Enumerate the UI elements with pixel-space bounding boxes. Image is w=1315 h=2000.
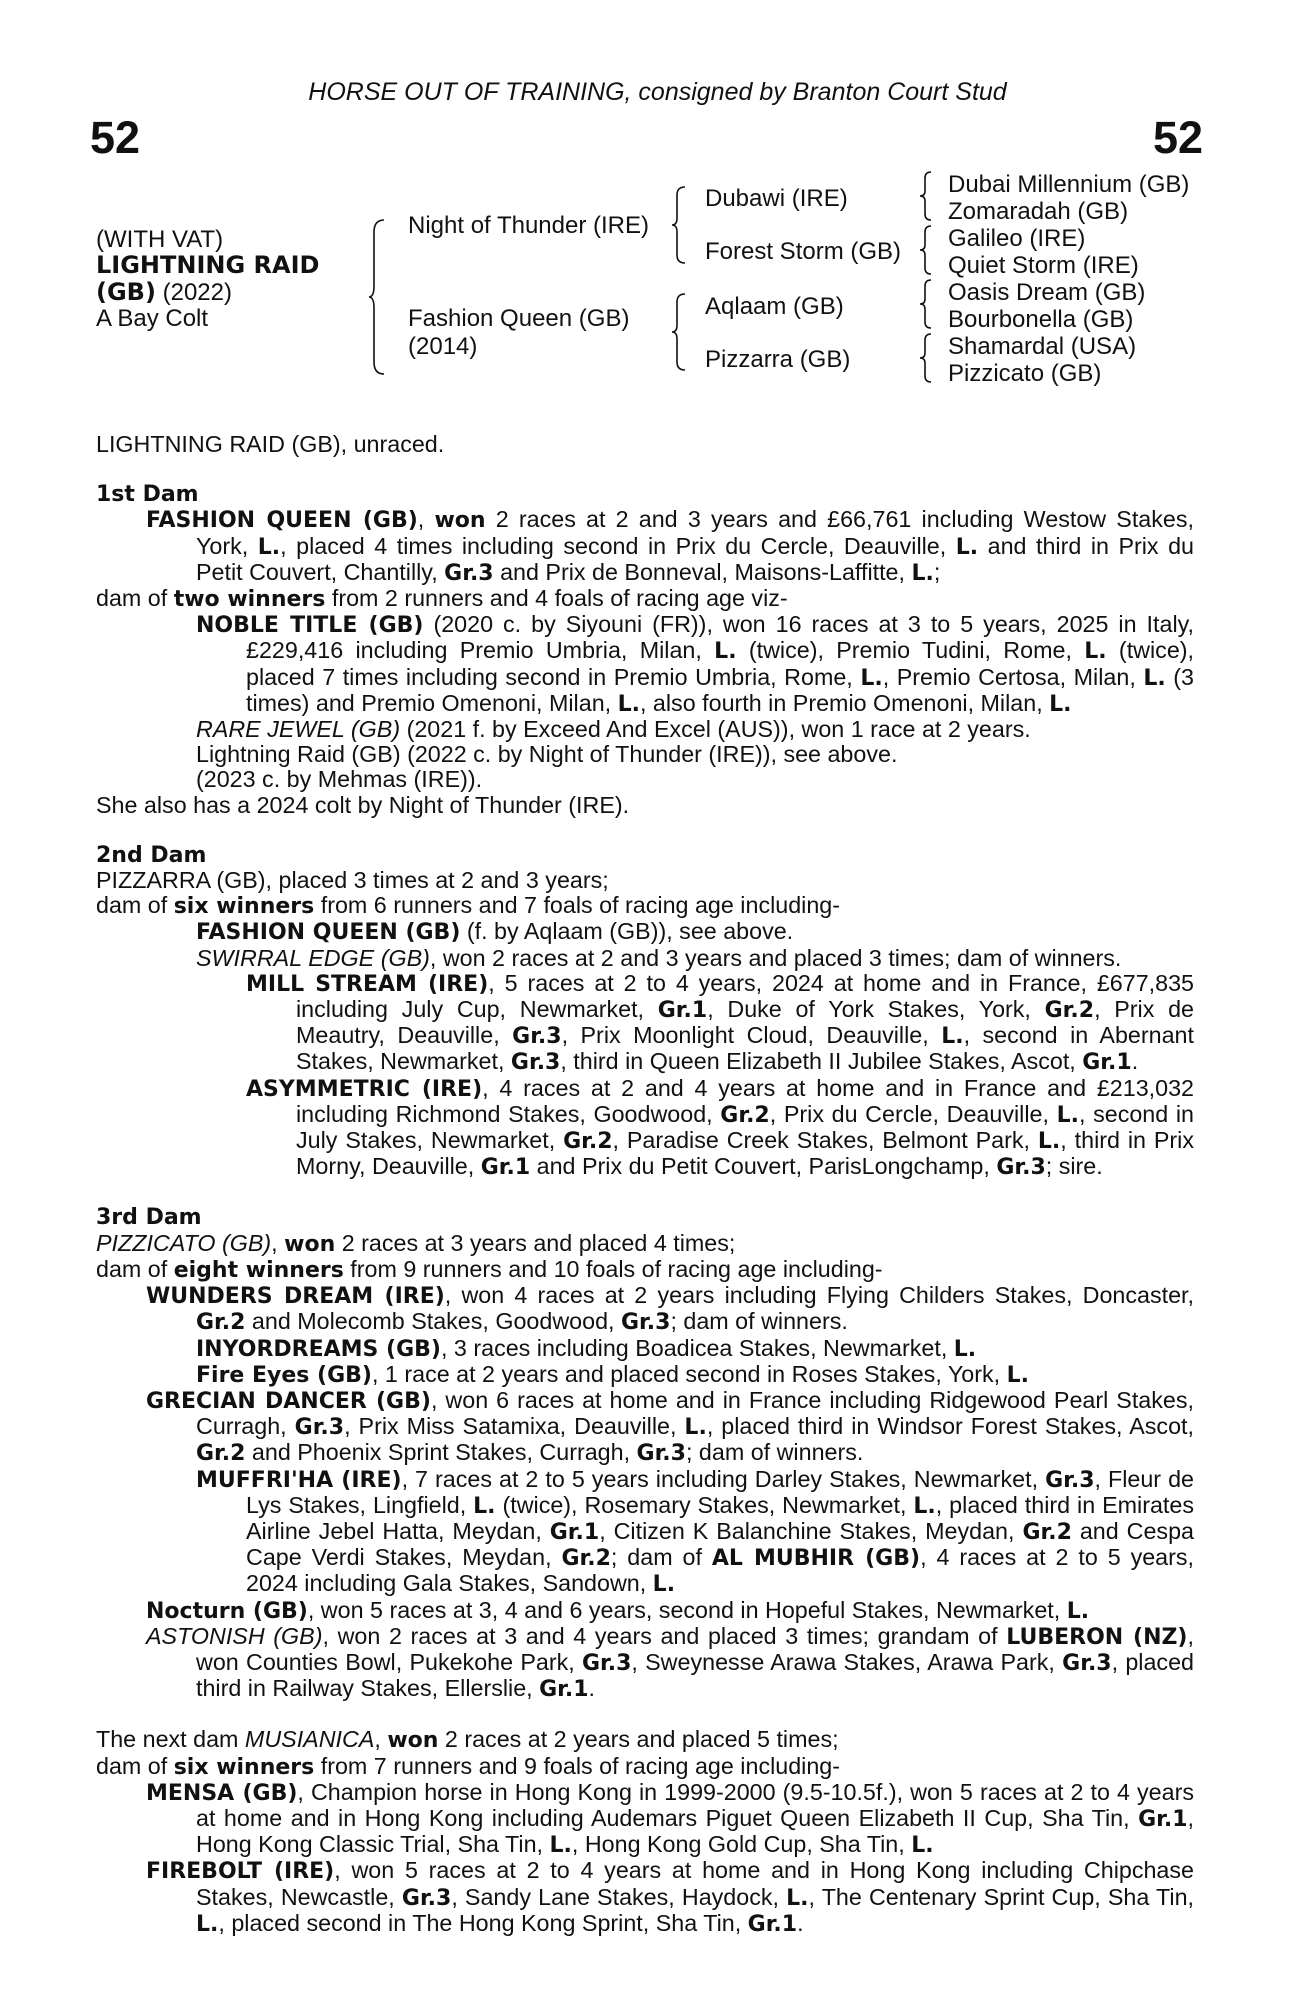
horse-name-suffix: (GB) (2022)	[96, 278, 232, 306]
pedigree-gg-3: Galileo (IRE)	[948, 225, 1086, 252]
horse-description: A Bay Colt	[96, 305, 209, 332]
second-dam-produce-summary: dam of six winners from 6 runners and 7 foals of racing age including-	[96, 892, 841, 920]
produce-entry: ASTONISH (GB), won 2 races at 3 and 4 years and placed 3 times; grandam of LUBERON (NZ), won Counties Bowl, Pukekohe Park, Gr.3, Sweynesse Arawa Stakes, Arawa Park, Gr.3, placed third in Railway Stakes, Ellerslie, Gr.1.	[146, 1622, 1194, 1703]
pedigree-brace-main	[368, 218, 388, 376]
produce-entry: WUNDERS DREAM (IRE), won 4 races at 2 years including Flying Childers Stakes, Doncaster, Gr.2 and Molecomb Stakes, Goodwood, Gr.3; dam of winners.	[146, 1282, 1194, 1336]
pedigree-dam-sire: Aqlaam (GB)	[705, 293, 844, 320]
pedigree-brace-gg2	[919, 224, 935, 276]
section-heading-2nd-dam: 2nd Dam	[96, 842, 207, 868]
produce-entry: FIREBOLT (IRE), won 5 races at 2 to 4 years at home and in Hong Kong including Chipchase Stakes, Newcastle, Gr.3, Sandy Lane Stakes, Haydock, L., The Centenary Sprint Cup, Sha Tin, L., placed second in The Hong Kong Sprint, Sha Tin, Gr.1.	[146, 1857, 1195, 1937]
lot-number-right: 52	[1152, 112, 1203, 163]
produce-entry: Nocturn (GB), won 5 races at 3, 4 and 6 years, second in Hopeful Stakes, Newmarket, L.	[146, 1596, 1090, 1624]
produce-entry: MILL STREAM (IRE), 5 races at 2 to 4 years, 2024 at home and in France, £677,835 including July Cup, Newmarket, Gr.1, Duke of York Stakes, York, Gr.2, Prix de Meautry, Deauville, Gr.3, Prix Moonlight Cloud, Deauville, L., second in Abernant Stakes, Newmarket, Gr.3, third in Queen Elizabeth II Jubilee Stakes, Ascot, Gr.1.	[246, 969, 1195, 1076]
pedigree-gg-1: Dubai Millennium (GB)	[948, 171, 1190, 198]
produce-entry: GRECIAN DANCER (GB), won 6 races at home and in France including Ridgewood Pearl Stakes, Curragh, Gr.3, Prix Miss Satamixa, Deauville, L., placed third in Windsor Forest Stakes, Ascot, Gr.2 and Phoenix Sprint Stakes, Curragh, Gr.3; dam of winners.	[146, 1386, 1194, 1467]
catalogue-body	[96, 432, 1194, 1937]
dam-produce-summary: dam of two winners from 2 runners and 4 foals of racing age viz-	[96, 585, 788, 613]
pedigree-brace-gg4	[919, 332, 935, 384]
pedigree-sire-dam: Forest Storm (GB)	[705, 238, 902, 265]
pedigree-gg-6: Bourbonella (GB)	[948, 306, 1134, 333]
produce-entry: FASHION QUEEN (GB) (f. by Aqlaam (GB)), see above.	[196, 918, 794, 946]
produce-entry: MUFFRI'HA (IRE), 7 races at 2 to 5 years including Darley Stakes, Newmarket, Gr.3, Fleur de Lys Stakes, Lingfield, L. (twice), Rosemary Stakes, Newmarket, L., placed third in Emirates Airline Jebel Hatta, Meydan, Gr.1, Citizen K Balanchine Stakes, Meydan, Gr.2 and Cespa Cape Verdi Stakes, Meydan, Gr.2; dam of AL MUBHIR (GB), 4 races at 2 to 5 years, 2024 including Gala Stakes, Sandown, L.	[196, 1465, 1195, 1598]
horse-name: LIGHTNING RAID	[96, 251, 320, 279]
dam-entry: FASHION QUEEN (GB), won 2 races at 2 and 3 years and £66,761 including Westow Stakes, York, L., placed 4 times including second in Prix du Cercle, Deauville, L. and third in Prix du Petit Couvert, Chantilly, Gr.3 and Prix de Bonneval, Maisons-Laffitte, L.;	[146, 506, 1194, 586]
pedigree-gg-5: Oasis Dream (GB)	[948, 279, 1146, 306]
pedigree-dam-year: (2014)	[408, 333, 478, 360]
produce-entry: ASYMMETRIC (IRE), 4 races at 2 and 4 years at home and in France and £213,032 including Richmond Stakes, Goodwood, Gr.2, Prix du Cercle, Deauville, L., second in July Stakes, Newmarket, Gr.2, Paradise Creek Stakes, Belmont Park, L., third in Prix Morny, Deauville, Gr.1 and Prix du Petit Couvert, ParisLongchamp, Gr.3; sire.	[246, 1074, 1194, 1181]
fourth-dam-entry: The next dam MUSIANICA, won 2 races at 2 years and placed 5 times;	[96, 1726, 839, 1754]
pedigree-brace-gg1	[919, 170, 935, 222]
produce-entry: RARE JEWEL (GB) (2021 f. by Exceed And Excel (AUS)), won 1 race at 2 years.	[196, 716, 1031, 743]
second-dam-entry: PIZZARRA (GB), placed 3 times at 2 and 3 years;	[96, 867, 609, 894]
produce-entry: MENSA (GB), Champion horse in Hong Kong in 1999-2000 (9.5-10.5f.), won 5 races at 2 to 4 years at home and in Hong Kong including Audemars Piguet Queen Elizabeth II Cup, Sha Tin, Gr.1, Hong Kong Classic Trial, Sha Tin, L., Hong Kong Gold Cup, Sha Tin, L.	[146, 1778, 1194, 1859]
produce-entry: (2023 c. by Mehmas (IRE)).	[196, 766, 483, 793]
section-heading-3rd-dam: 3rd Dam	[96, 1205, 202, 1231]
pedigree-gg-7: Shamardal (USA)	[948, 333, 1137, 360]
produce-entry: INYORDREAMS (GB), 3 races including Boadicea Stakes, Newmarket, L.	[196, 1334, 977, 1362]
third-dam-produce-summary: dam of eight winners from 9 runners and 10 foals of racing age including-	[96, 1255, 883, 1283]
pedigree-gg-4: Quiet Storm (IRE)	[948, 252, 1139, 279]
pedigree-sire: Night of Thunder (IRE)	[408, 212, 649, 239]
section-heading-1st-dam: 1st Dam	[96, 482, 199, 508]
produce-entry: Fire Eyes (GB), 1 race at 2 years and placed second in Roses Stakes, York, L.	[196, 1360, 1029, 1388]
fourth-dam-produce-summary: dam of six winners from 7 runners and 9 foals of racing age including-	[96, 1752, 841, 1780]
vat-note: (WITH VAT)	[96, 226, 224, 253]
pedigree-brace-dam	[671, 292, 689, 372]
pedigree-brace-sire	[671, 185, 689, 265]
pedigree-brace-gg3	[919, 278, 935, 330]
produce-entry: SWIRRAL EDGE (GB), won 2 races at 2 and 3 years and placed 3 times; dam of winners.	[196, 944, 1122, 971]
unraced-note: LIGHTNING RAID (GB), unraced.	[96, 431, 445, 457]
dam-foal-note: She also has a 2024 colt by Night of Thunder (IRE).	[96, 791, 630, 818]
pedigree-dam: Fashion Queen (GB)	[408, 305, 630, 332]
third-dam-entry: PIZZICATO (GB), won 2 races at 3 years and placed 4 times;	[96, 1229, 736, 1257]
catalogue-header: HORSE OUT OF TRAINING, consigned by Branton Court Stud	[308, 78, 1007, 106]
pedigree-sire-sire: Dubawi (IRE)	[705, 185, 848, 212]
lot-number-left: 52	[90, 112, 141, 163]
pedigree-gg-2: Zomaradah (GB)	[948, 198, 1129, 225]
pedigree-dam-dam: Pizzarra (GB)	[705, 346, 851, 373]
produce-entry: NOBLE TITLE (GB) (2020 c. by Siyouni (FR)), won 16 races at 3 to 5 years, 2025 in Italy, £229,416 including Premio Umbria, Milan, L. (twice), Premio Tudini, Rome, L. (twice), placed 7 times including second in Premio Umbria, Rome, L., Premio Certosa, Milan, L. (3 times) and Premio Omenoni, Milan, L., also fourth in Premio Omenoni, Milan, L.	[196, 611, 1195, 717]
pedigree-gg-8: Pizzicato (GB)	[948, 360, 1102, 387]
produce-entry: Lightning Raid (GB) (2022 c. by Night of Thunder (IRE)), see above.	[196, 741, 898, 768]
